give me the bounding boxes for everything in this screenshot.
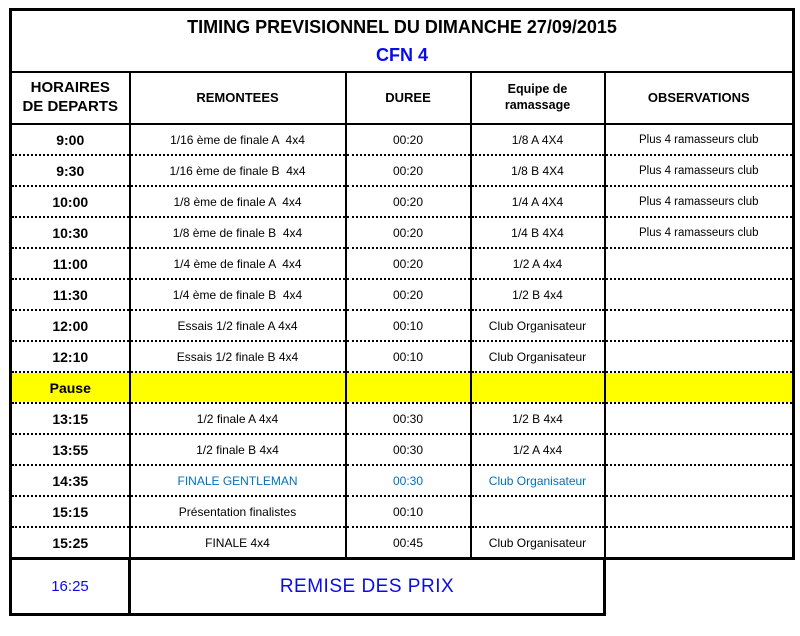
observations-cell (605, 527, 794, 559)
page-title: TIMING PREVISIONNEL DU DIMANCHE 27/09/2015 (187, 16, 617, 37)
table-row (11, 217, 794, 248)
time-cell: Pause (11, 372, 130, 403)
observations-cell (605, 372, 794, 403)
table-row (11, 124, 794, 155)
observations-cell (605, 310, 794, 341)
equipe-cell: 1/4 A 4X4 (471, 186, 605, 217)
equipe-cell (471, 372, 605, 403)
time-cell: 12:10 (11, 341, 130, 372)
remontee-cell: 1/2 finale A 4x4 (130, 403, 346, 434)
column-header-horaires-line1: HORAIRES (30, 79, 110, 97)
time-cell: 13:55 (11, 434, 130, 465)
observations-cell: Plus 4 ramasseurs club (605, 155, 794, 186)
remontee-cell: FINALE 4x4 (130, 527, 346, 559)
table-row (11, 310, 794, 341)
equipe-cell: 1/2 B 4x4 (471, 279, 605, 310)
observations-cell: Plus 4 ramasseurs club (605, 217, 794, 248)
remontee-cell: 1/4 ème de finale B 4x4 (130, 279, 346, 310)
pause-row (11, 372, 794, 403)
observations-cell (605, 248, 794, 279)
column-header-equipe-line2: ramassage (504, 98, 571, 112)
observations-cell (605, 496, 794, 527)
duree-cell: 00:10 (346, 496, 471, 527)
time-cell: 11:30 (11, 279, 130, 310)
remontee-cell: FINALE GENTLEMAN (130, 465, 346, 496)
event-subtitle: CFN 4 (376, 45, 429, 66)
remontee-cell: 1/16 ème de finale A 4x4 (130, 124, 346, 155)
remontee-cell: 1/8 ème de finale A 4x4 (130, 186, 346, 217)
time-cell: 13:15 (11, 403, 130, 434)
table-row (11, 186, 794, 217)
duree-cell: 00:20 (346, 217, 471, 248)
table-row (11, 403, 794, 434)
duree-cell: 00:30 (346, 434, 471, 465)
equipe-cell: Club Organisateur (471, 465, 605, 496)
observations-cell: Plus 4 ramasseurs club (605, 186, 794, 217)
observations-cell: Plus 4 ramasseurs club (605, 124, 794, 155)
remontee-cell: Présentation finalistes (130, 496, 346, 527)
equipe-cell: Club Organisateur (471, 341, 605, 372)
remontee-cell: 1/4 ème de finale A 4x4 (130, 248, 346, 279)
remontee-cell: 1/2 finale B 4x4 (130, 434, 346, 465)
remontee-cell (130, 372, 346, 403)
timing-table (9, 8, 795, 560)
table-row (11, 248, 794, 279)
title-cell (11, 10, 794, 73)
title-row (11, 10, 794, 73)
column-header-remontees: REMONTEES (130, 72, 346, 124)
remontee-cell: 1/8 ème de finale B 4x4 (130, 217, 346, 248)
equipe-cell: Club Organisateur (471, 527, 605, 559)
duree-cell: 00:10 (346, 341, 471, 372)
duree-cell: 00:20 (346, 186, 471, 217)
time-cell: 12:00 (11, 310, 130, 341)
table-row (11, 496, 794, 527)
remontee-cell: 1/16 ème de finale B 4x4 (130, 155, 346, 186)
time-cell: 11:00 (11, 248, 130, 279)
equipe-cell (471, 496, 605, 527)
duree-cell: 00:20 (346, 124, 471, 155)
column-header-horaires (11, 72, 130, 124)
duree-cell: 00:30 (346, 403, 471, 434)
equipe-cell: 1/2 A 4x4 (471, 434, 605, 465)
time-cell: 9:30 (11, 155, 130, 186)
table-row (11, 341, 794, 372)
observations-cell (605, 403, 794, 434)
column-header-observations: OBSERVATIONS (605, 72, 794, 124)
time-cell: 14:35 (11, 465, 130, 496)
observations-cell (605, 279, 794, 310)
equipe-cell: 1/8 B 4X4 (471, 155, 605, 186)
time-cell: 15:15 (11, 496, 130, 527)
duree-cell: 00:20 (346, 248, 471, 279)
equipe-cell: 1/2 B 4x4 (471, 403, 605, 434)
final-time-cell: 16:25 (12, 560, 131, 613)
table-row (11, 279, 794, 310)
column-header-equipe (471, 72, 605, 124)
duree-cell: 00:10 (346, 310, 471, 341)
observations-cell (605, 434, 794, 465)
duree-cell (346, 372, 471, 403)
observations-cell (605, 465, 794, 496)
duree-cell: 00:20 (346, 155, 471, 186)
column-header-equipe-line1: Equipe de (507, 82, 568, 97)
table-row (11, 155, 794, 186)
prize-ceremony-row (9, 560, 606, 616)
duree-cell: 00:45 (346, 527, 471, 559)
remontee-cell: Essais 1/2 finale A 4x4 (130, 310, 346, 341)
equipe-cell: Club Organisateur (471, 310, 605, 341)
remontee-cell: Essais 1/2 finale B 4x4 (130, 341, 346, 372)
column-header-duree: DUREE (346, 72, 471, 124)
equipe-cell: 1/4 B 4X4 (471, 217, 605, 248)
column-header-horaires-line2: DE DEPARTS (22, 98, 119, 115)
table-row (11, 434, 794, 465)
time-cell: 10:00 (11, 186, 130, 217)
equipe-cell: 1/8 A 4X4 (471, 124, 605, 155)
table-row (11, 527, 794, 559)
finale-gentleman-row (11, 465, 794, 496)
duree-cell: 00:30 (346, 465, 471, 496)
prize-ceremony-label: REMISE DES PRIX (279, 575, 455, 597)
column-header-row (11, 72, 794, 124)
duree-cell: 00:20 (346, 279, 471, 310)
observations-cell (605, 341, 794, 372)
equipe-cell: 1/2 A 4x4 (471, 248, 605, 279)
time-cell: 15:25 (11, 527, 130, 559)
time-cell: 10:30 (11, 217, 130, 248)
time-cell: 9:00 (11, 124, 130, 155)
